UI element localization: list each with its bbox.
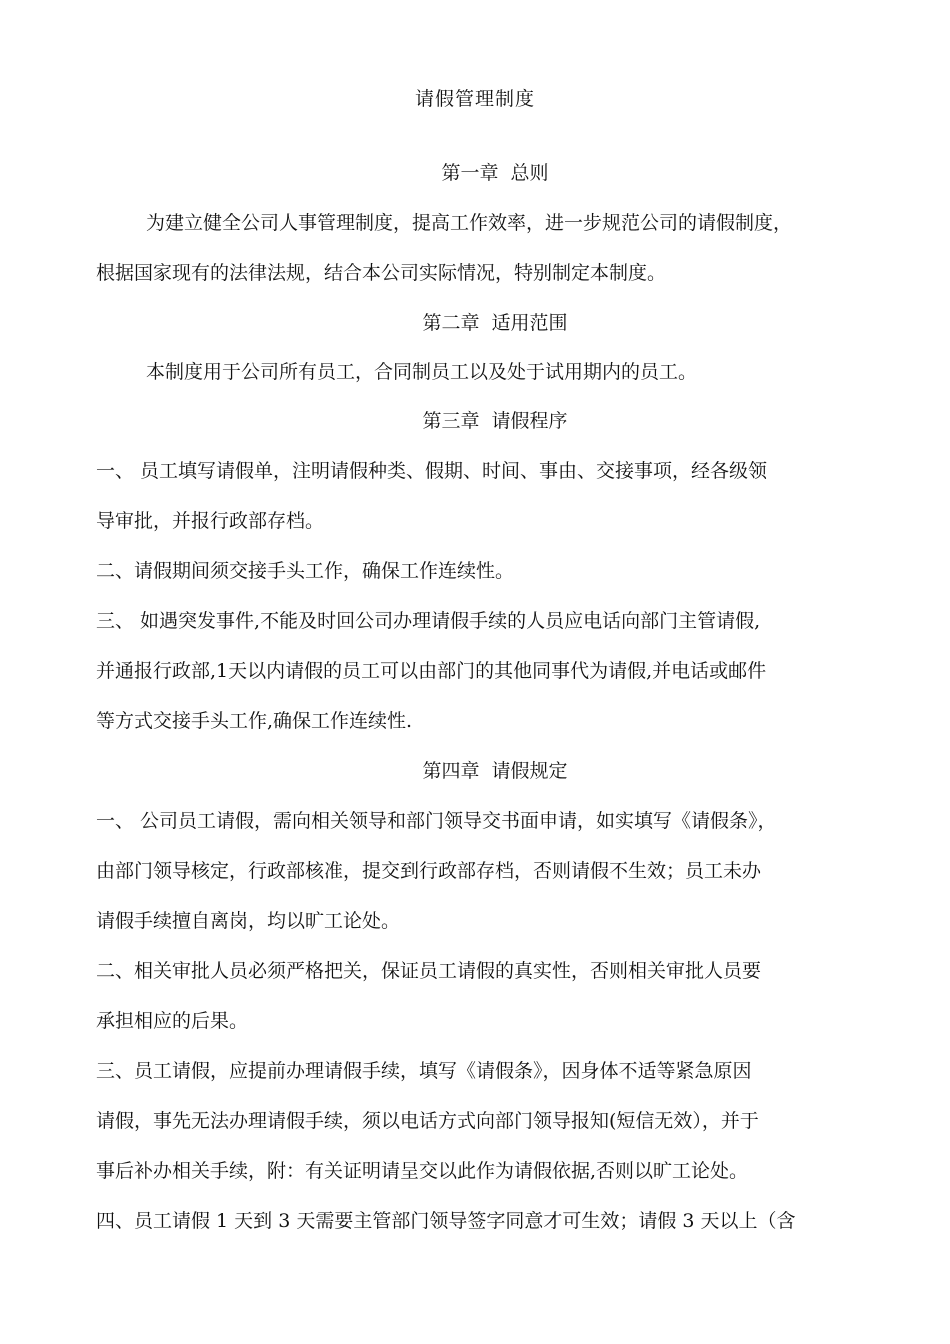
document-title: 请假管理制度: [414, 88, 535, 110]
chapter-4-label: 第四章: [422, 760, 480, 782]
paragraph-line: 由部门领导核定，行政部核准，提交到行政部存档，否则请假不生效；员工未办: [96, 860, 762, 882]
chapter-1-name: 总则: [510, 162, 549, 184]
chapter-1-heading: [0, 158, 950, 185]
paragraph-line: 并通报行政部,1天以内请假的员工可以由部门的其他同事代为请假,并电话或邮件: [96, 660, 767, 682]
paragraph-line: 请假，事先无法办理请假手续，须以电话方式向部门领导报知(短信无效），并于: [96, 1110, 759, 1132]
chapter-4-heading: [0, 756, 950, 783]
paragraph-line: 请假手续擅自离岗，均以旷工论处。: [96, 910, 401, 932]
chapter-2-name: 适用范围: [491, 312, 568, 334]
chapter-1-label: 第一章: [441, 162, 499, 184]
paragraph-line: 等方式交接手头工作,确保工作连续性.: [96, 710, 413, 732]
chapter-3-label: 第三章: [422, 410, 480, 432]
paragraph-line: 二、请假期间须交接手头工作，确保工作连续性。: [96, 560, 515, 582]
paragraph-line: 事后补办相关手续，附：有关证明请呈交以此作为请假依据,否则以旷工论处。: [96, 1160, 749, 1182]
chapter-3-heading: [0, 406, 950, 433]
paragraph-line: 一、 公司员工请假，需向相关领导和部门领导交书面申请，如实填写《请假条》，: [96, 810, 777, 832]
paragraph-line: 根据国家现有的法律法规，结合本公司实际情况，特别制定本制度。: [96, 262, 667, 284]
paragraph-line: 导审批，并报行政部存档。: [96, 510, 325, 532]
paragraph-line: 一、 员工填写请假单，注明请假种类、假期、时间、事由、交接事项，经各级领: [96, 460, 768, 482]
chapter-3-name: 请假程序: [491, 410, 568, 432]
chapter-2-label: 第二章: [422, 312, 480, 334]
paragraph-line: 为建立健全公司人事管理制度，提高工作效率，进一步规范公司的请假制度，: [146, 212, 793, 234]
chapter-4-name: 请假规定: [491, 760, 568, 782]
paragraph-line: 三、 如遇突发事件,不能及时回公司办理请假手续的人员应电话向部门主管请假,: [96, 610, 761, 632]
chapter-2-heading: [0, 308, 950, 335]
paragraph-line: 三、员工请假，应提前办理请假手续，填写《请假条》，因身体不适等紧急原因: [96, 1060, 752, 1082]
paragraph-line: 本制度用于公司所有员工，合同制员工以及处于试用期内的员工。: [146, 361, 698, 383]
paragraph-line: 承担相应的后果。: [96, 1010, 249, 1032]
paragraph-line: 二、相关审批人员必须严格把关，保证员工请假的真实性，否则相关审批人员要: [96, 960, 762, 982]
paragraph-line: 四、员工请假 1 天到 3 天需要主管部门领导签字同意才可生效；请假 3 天以上（含: [96, 1210, 796, 1232]
